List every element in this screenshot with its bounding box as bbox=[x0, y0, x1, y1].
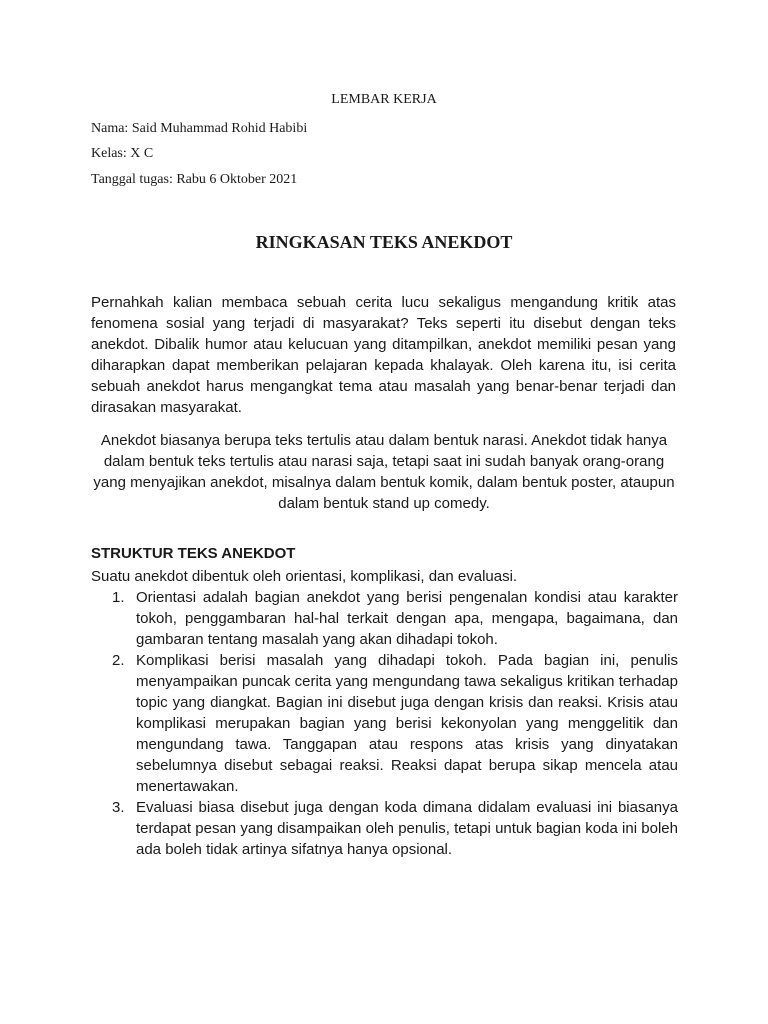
list-item bbox=[91, 797, 678, 860]
list-item-text: Komplikasi berisi masalah yang dihadapi tokoh. Pada bagian ini, penulis menyampaikan puncak cerita yang mengundang tawa sekaligus kritikan terhadap topic yang diangkat. Bagian ini disebut juga dengan krisis dan reaksi. Krisis atau komplikasi merupakan bagian yang berisi kekonyolan yang menggelitik dan mengundang tawa. Tanggapan atau respons atas krisis yang dinyatakan sebelumnya disebut sebagai reaksi. Reaksi dapat berupa sikap mencela atau menertawakan. bbox=[136, 652, 678, 795]
list-item bbox=[91, 587, 678, 650]
list-item bbox=[91, 650, 678, 797]
date-label: Tanggal tugas: bbox=[91, 172, 173, 187]
class-label: Kelas: bbox=[91, 146, 127, 161]
list-item-number: 2. bbox=[112, 652, 125, 669]
name-label: Nama: bbox=[91, 121, 129, 136]
worksheet-title: LEMBAR KERJA bbox=[331, 92, 437, 107]
name-line bbox=[91, 121, 307, 137]
date-line bbox=[91, 172, 297, 188]
main-title: RINGKASAN TEKS ANEKDOT bbox=[255, 232, 513, 252]
narrative-paragraph: Anekdot biasanya berupa teks tertulis atau dalam bentuk narasi. Anekdot tidak hanya dalam bentuk teks tertulis atau narasi saja, tetapi saat ini sudah banyak orang-orang yang menyajikan anekdot, misalnya dalam bentuk komik, dalam bentuk poster, ataupun dalam bentuk stand up comedy. bbox=[93, 432, 675, 512]
date-value: Rabu 6 Oktober 2021 bbox=[176, 172, 298, 187]
list-item-number: 1. bbox=[112, 589, 125, 606]
list-item-number: 3. bbox=[112, 799, 125, 816]
intro-paragraph: Pernahkah kalian membaca sebuah cerita lucu sekaligus mengandung kritik atas fenomena sosial yang terjadi di masyarakat? Teks seperti itu disebut dengan teks anekdot. Dibalik humor atau kelucuan yang ditampilkan, anekdot memiliki pesan yang diharapkan dapat memberikan pelajaran kepada khalayak. Oleh karena itu, isi cerita sebuah anekdot harus mengangkat tema atau masalah yang benar-benar terjadi dan dirasakan masyarakat. bbox=[91, 294, 676, 416]
class-line bbox=[91, 146, 153, 162]
structure-list bbox=[91, 587, 678, 860]
name-value: Said Muhammad Rohid Habibi bbox=[131, 121, 308, 136]
structure-heading: STRUKTUR TEKS ANEKDOT bbox=[91, 545, 296, 562]
structure-intro: Suatu anekdot dibentuk oleh orientasi, komplikasi, dan evaluasi. bbox=[91, 568, 518, 585]
class-value: X C bbox=[130, 146, 154, 161]
list-item-text: Evaluasi biasa disebut juga dengan koda dimana didalam evaluasi ini biasanya terdapat pesan yang disampaikan oleh penulis, tetapi untuk bagian koda ini boleh ada boleh tidak artinya sifatnya hanya opsional. bbox=[136, 799, 678, 858]
list-item-text: Orientasi adalah bagian anekdot yang berisi pengenalan kondisi atau karakter tokoh, penggambaran hal-hal terkait dengan apa, mengapa, bagaimana, dan gambaran tentang masalah yang akan dihadapi tokoh. bbox=[136, 589, 678, 648]
